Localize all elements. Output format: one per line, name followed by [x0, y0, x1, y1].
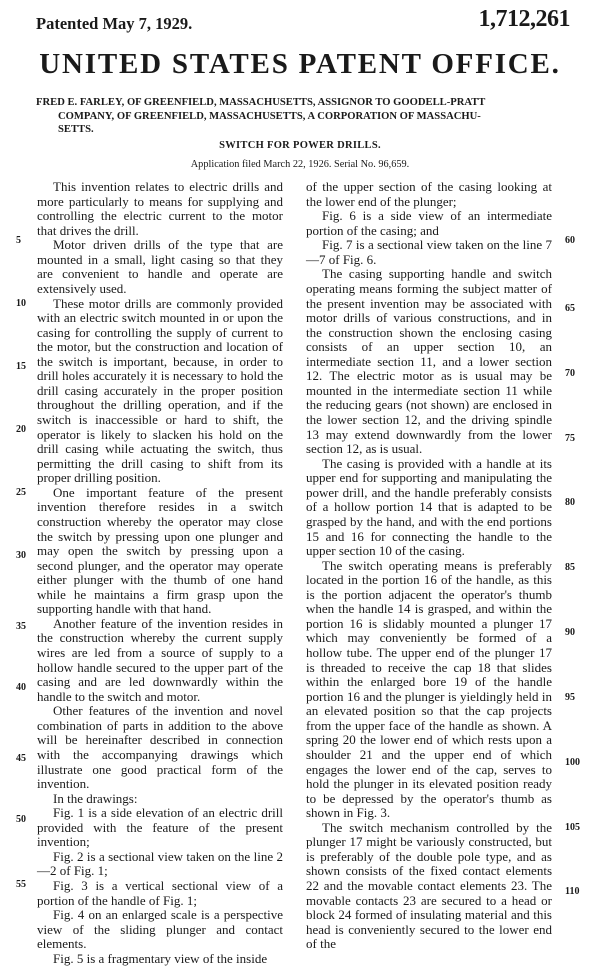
line-number: 30 — [16, 550, 26, 561]
paragraph: The switch operating means is preferably located in the portion 16 of the handle, as this is the portion adjacent the operator's thumb when the handle 14 is grasped, and within the portion 16 is slidably mounted a plunger 17 which may conveniently be formed of a hollow tube. The upper end of the plunger 17 is threaded to receive the cap 18 that slides within the enlarged bore 19 of the handle portion 16 and the plunger is yieldingly held in an elevated position so that the cap projects from the upper face of the handle as shown. A spring 20 the lower end of which rests upon a shoulder 21 and the upper end of which engages the lower end of the cap, serves to hold the plunger in its elevated position ready to be depressed by the operator's thumb as shown in Fig. 3. — [306, 557, 552, 821]
line-number: 105 — [565, 822, 580, 833]
line-number: 70 — [565, 368, 575, 379]
line-number: 40 — [16, 682, 26, 693]
line-number: 20 — [16, 424, 26, 435]
office-heading: UNITED STATES PATENT OFFICE. — [39, 48, 561, 80]
invention-title: SWITCH FOR POWER DRILLS. — [219, 140, 381, 151]
line-number: 110 — [565, 886, 580, 897]
patent-number: 1,712,261 — [478, 6, 570, 32]
paragraph: of the upper section of the casing looking at the lower end of the plunger; — [306, 179, 552, 209]
line-number: 80 — [565, 497, 575, 508]
line-number: 95 — [565, 692, 575, 703]
paragraph: The casing supporting handle and switch operating means forming the subject matter of the present invention may be associated with motor drills of various constructions, and in the construction shown the enclosing casing consists of an upper section 10, an intermediate section 11, and a lower section 12. The electric motor as is usual may be mounted in the intermediate section 11 while the reducing gears (not shown) are enclosed in the lower section 12, and the driving spindle 13 may extend downwardly from the lower section 12, as is usual. — [306, 266, 552, 457]
inventor-line-3: SETTS. — [58, 124, 94, 135]
paragraph: Fig. 7 is a sectional view taken on the line 7—7 of Fig. 6. — [306, 237, 552, 267]
line-number: 100 — [565, 757, 580, 768]
right-text-column — [306, 180, 552, 952]
paragraph: Motor driven drills of the type that are mounted in a small, light casing so that they are convenient to handle and operate are extensively used. — [37, 237, 283, 296]
paragraph: Fig. 6 is a side view of an intermediate portion of the casing; and — [306, 208, 552, 238]
paragraph: The switch mechanism controlled by the plunger 17 might be variously constructed, but is preferably of the double pole type, and as shown consists of the fixed contact elements 22 and the movable contact elements 23. The movable contacts 23 are secured to a head or block 24 formed of insulating material and this head is conveniently secured to the lower end of the — [306, 819, 552, 952]
inventor-line-1: FRED E. FARLEY, OF GREENFIELD, MASSACHUSETTS, ASSIGNOR TO GOODELL-PRATT — [36, 97, 486, 108]
patent-date: Patented May 7, 1929. — [36, 14, 193, 33]
line-number: 65 — [565, 303, 575, 314]
paragraph: One important feature of the present invention therefore resides in a switch construction whereby the operator may close the switch by pressing upon one plunger and may open the switch by pressing upon a second plunger, and the operator may operate either plunger with the thumb of one hand while he maintains a firm grasp upon the supporting handle with that hand. — [37, 484, 283, 617]
paragraph: Another feature of the invention resides in the construction whereby the current supply wires are led from a source of supply to a hollow handle secured to the upper part of the casing and are led downwardly within the handle to the switch and motor. — [37, 615, 283, 704]
line-number: 60 — [565, 235, 575, 246]
line-number: 25 — [16, 487, 26, 498]
line-number: 10 — [16, 298, 26, 309]
line-number: 85 — [565, 562, 575, 573]
line-number: 50 — [16, 814, 26, 825]
line-number: 45 — [16, 753, 26, 764]
paragraph: These motor drills are commonly provided with an electric switch mounted in or upon the casing for controlling the supply of current to the motor, but the construction and location of the switch is important, because, in order to drill holes accurately it is necessary to hold the drill casing accurately in the proper position throughout the drilling operation, and if the switch is inaccessible or hard to shift, the operator is likely to slacken his hold on the drill casing while actuating the switch, thus permitting the drill casing to shift from its proper drilling position. — [37, 295, 283, 486]
paragraph: Fig. 4 on an enlarged scale is a perspective view of the sliding plunger and contact elements. — [37, 907, 283, 952]
left-text-column — [37, 180, 283, 966]
line-number: 90 — [565, 627, 575, 638]
paragraph: In the drawings: — [53, 790, 138, 806]
inventor-assignee-block — [36, 96, 566, 137]
line-number: 75 — [565, 433, 575, 444]
paragraph: This invention relates to electric drills and more particularly to means for supplying and controlling the electric current to the motor that drives the drill. — [37, 179, 283, 238]
paragraph: Fig. 5 is a fragmentary view of the inside — [53, 950, 268, 966]
paragraph: Fig. 3 is a vertical sectional view of a portion of the handle of Fig. 1; — [37, 878, 283, 908]
line-number: 15 — [16, 361, 26, 372]
line-number: 55 — [16, 879, 26, 890]
inventor-line-2: COMPANY, OF GREENFIELD, MASSACHUSETTS, A CORPORATION OF MASSACHU- — [58, 110, 481, 122]
paragraph: The casing is provided with a handle at its upper end for supporting and manipulating the power drill, and the handle preferably consists of a hollow portion 14 that is adapted to be grasped by the hand, and with the end portions 15 and 16 for connecting the handle to the upper section 10 of the casing. — [306, 455, 552, 559]
application-line: Application filed March 22, 1926. Serial No. 96,659. — [190, 159, 410, 170]
paragraph: Other features of the invention and novel combination of parts in addition to the above will be hereinafter described in connection with the accompanying drawings which illustrate one good practical form of the invention. — [37, 703, 283, 792]
paragraph: Fig. 1 is a side elevation of an electric drill provided with the feature of the present invention; — [37, 805, 283, 850]
paragraph: Fig. 2 is a sectional view taken on the line 2—2 of Fig. 1; — [37, 848, 283, 879]
line-number: 35 — [16, 621, 26, 632]
line-number: 5 — [16, 235, 21, 246]
